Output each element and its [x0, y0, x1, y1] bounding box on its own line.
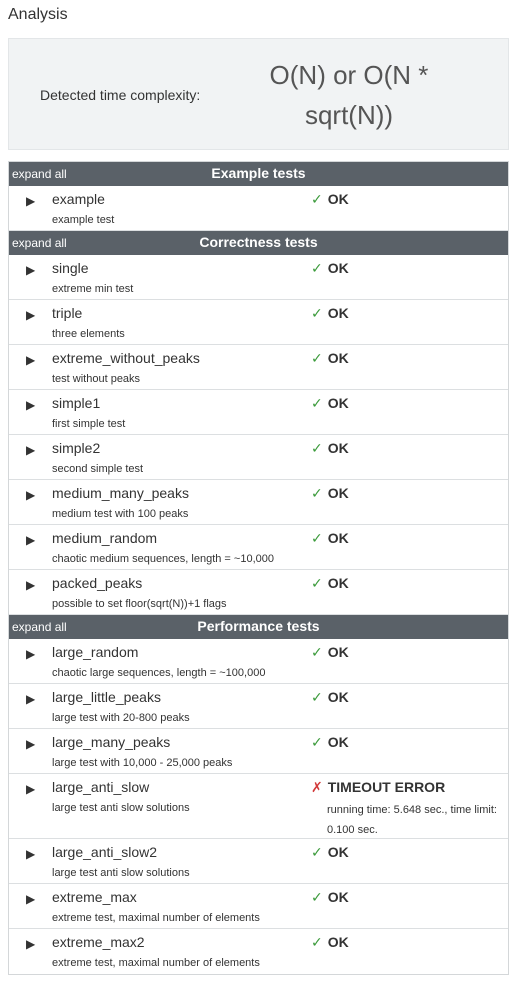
test-status: [311, 191, 349, 208]
test-name: packed_peaks: [52, 575, 143, 591]
page-title: Analysis: [8, 6, 68, 23]
play-triangle-icon[interactable]: ▶: [26, 647, 36, 661]
test-row[interactable]: [9, 684, 508, 729]
test-description: extreme test, maximal number of elements: [52, 957, 260, 969]
test-status-label: OK: [327, 485, 349, 501]
test-status: [311, 260, 349, 277]
test-status-label: OK: [327, 350, 349, 366]
group-header: [9, 231, 508, 255]
test-status: [311, 485, 349, 502]
test-name: simple1: [52, 395, 101, 411]
check-icon: ✓: [311, 934, 323, 950]
test-name: extreme_without_peaks: [52, 350, 200, 366]
test-row[interactable]: [9, 639, 508, 684]
check-icon: ✓: [311, 440, 323, 456]
test-row[interactable]: [9, 435, 508, 480]
test-description: extreme test, maximal number of elements: [52, 912, 260, 924]
play-triangle-icon[interactable]: ▶: [26, 782, 36, 796]
test-description: chaotic large sequences, length = ~100,000: [52, 667, 266, 679]
check-icon: ✓: [311, 734, 323, 750]
check-icon: ✓: [311, 485, 323, 501]
test-description: three elements: [52, 328, 125, 340]
test-status-label: OK: [327, 305, 349, 321]
expand-all-link[interactable]: expand all: [12, 620, 67, 634]
test-row[interactable]: [9, 345, 508, 390]
play-triangle-icon[interactable]: ▶: [26, 892, 36, 906]
play-triangle-icon[interactable]: ▶: [26, 398, 36, 412]
test-status: [311, 350, 349, 367]
test-description: second simple test: [52, 463, 144, 475]
test-row[interactable]: [9, 255, 508, 300]
test-name: triple: [52, 305, 83, 321]
test-status-label: OK: [327, 575, 349, 591]
group-header: [9, 162, 508, 186]
test-description: example test: [52, 214, 115, 226]
group-title: Performance tests: [197, 618, 320, 634]
test-name: single: [52, 260, 89, 276]
test-status-label: OK: [327, 644, 349, 660]
expand-all-link[interactable]: expand all: [12, 236, 67, 250]
test-status-label: OK: [327, 734, 349, 750]
complexity-label: Detected time complexity:: [40, 87, 201, 103]
check-icon: ✓: [311, 530, 323, 546]
test-status: [311, 575, 349, 592]
play-triangle-icon[interactable]: ▶: [26, 533, 36, 547]
test-description: chaotic medium sequences, length = ~10,000: [52, 553, 274, 565]
group-header: [9, 615, 508, 639]
test-name: extreme_max: [52, 889, 137, 905]
check-icon: ✓: [311, 260, 323, 276]
play-triangle-icon[interactable]: ▶: [26, 488, 36, 502]
check-icon: ✓: [311, 889, 323, 905]
test-name: large_anti_slow: [52, 779, 150, 795]
check-icon: ✓: [311, 689, 323, 705]
play-triangle-icon[interactable]: ▶: [26, 737, 36, 751]
test-status: [311, 530, 349, 547]
test-status-label: OK: [327, 260, 349, 276]
check-icon: ✓: [311, 644, 323, 660]
test-status-label: OK: [327, 689, 349, 705]
test-row[interactable]: [9, 929, 508, 974]
test-name: extreme_max2: [52, 934, 145, 950]
test-description: extreme min test: [52, 283, 134, 295]
test-status: [311, 644, 349, 661]
play-triangle-icon[interactable]: ▶: [26, 353, 36, 367]
test-row[interactable]: [9, 729, 508, 774]
test-description: first simple test: [52, 418, 126, 430]
test-name: large_anti_slow2: [52, 844, 158, 860]
test-description: test without peaks: [52, 373, 141, 385]
test-name: medium_many_peaks: [52, 485, 189, 501]
group-title: Correctness tests: [199, 234, 318, 250]
check-icon: ✓: [311, 844, 323, 860]
test-status: [311, 779, 445, 796]
test-name: medium_random: [52, 530, 158, 546]
test-status: [311, 305, 349, 322]
test-name: large_many_peaks: [52, 734, 171, 750]
test-row[interactable]: [9, 774, 508, 839]
test-status-label: OK: [327, 889, 349, 905]
play-triangle-icon[interactable]: ▶: [26, 578, 36, 592]
test-description: large test anti slow solutions: [52, 867, 190, 879]
test-description: large test with 20-800 peaks: [52, 712, 190, 724]
test-status: [311, 844, 349, 861]
test-row[interactable]: [9, 570, 508, 615]
test-status-label: OK: [327, 934, 349, 950]
test-row[interactable]: [9, 839, 508, 884]
check-icon: ✓: [311, 305, 323, 321]
play-triangle-icon[interactable]: ▶: [26, 692, 36, 706]
test-status: [311, 889, 349, 906]
play-triangle-icon[interactable]: ▶: [26, 308, 36, 322]
test-description: large test anti slow solutions: [52, 802, 190, 814]
check-icon: ✓: [311, 575, 323, 591]
test-results-table: [8, 161, 509, 975]
test-description: large test with 10,000 - 25,000 peaks: [52, 757, 233, 769]
test-status-label: OK: [327, 440, 349, 456]
complexity-value: O(N) or O(N * sqrt(N)): [269, 60, 429, 130]
test-description: possible to set floor(sqrt(N))+1 flags: [52, 598, 227, 610]
test-row[interactable]: [9, 525, 508, 570]
cross-icon: ✗: [311, 779, 323, 795]
expand-all-link[interactable]: expand all: [12, 167, 67, 181]
test-row[interactable]: [9, 884, 508, 929]
test-status-label: OK: [327, 530, 349, 546]
test-row[interactable]: [9, 390, 508, 435]
test-name: simple2: [52, 440, 101, 456]
test-row[interactable]: [9, 186, 508, 231]
check-icon: ✓: [311, 395, 323, 411]
test-status: [311, 934, 349, 951]
check-icon: ✓: [311, 350, 323, 366]
test-status: [311, 734, 349, 751]
test-status: [311, 689, 349, 706]
play-triangle-icon[interactable]: ▶: [26, 194, 36, 208]
test-name: example: [52, 191, 105, 207]
play-triangle-icon[interactable]: ▶: [26, 443, 36, 457]
test-row[interactable]: [9, 300, 508, 345]
test-status-label: OK: [327, 191, 349, 207]
test-name: large_random: [52, 644, 139, 660]
test-row[interactable]: [9, 480, 508, 525]
check-icon: ✓: [311, 191, 323, 207]
test-status: [311, 395, 349, 412]
play-triangle-icon[interactable]: ▶: [26, 263, 36, 277]
test-status-label: TIMEOUT ERROR: [327, 779, 446, 795]
test-description: medium test with 100 peaks: [52, 508, 189, 520]
test-status-label: OK: [327, 844, 349, 860]
play-triangle-icon[interactable]: ▶: [26, 847, 36, 861]
test-status-detail: running time: 5.648 sec., time limit: 0.100 sec.: [327, 804, 497, 836]
test-status: [311, 440, 349, 457]
play-triangle-icon[interactable]: ▶: [26, 937, 36, 951]
test-name: large_little_peaks: [52, 689, 161, 705]
complexity-panel: [8, 38, 509, 150]
group-title: Example tests: [211, 165, 306, 181]
test-status-label: OK: [327, 395, 349, 411]
